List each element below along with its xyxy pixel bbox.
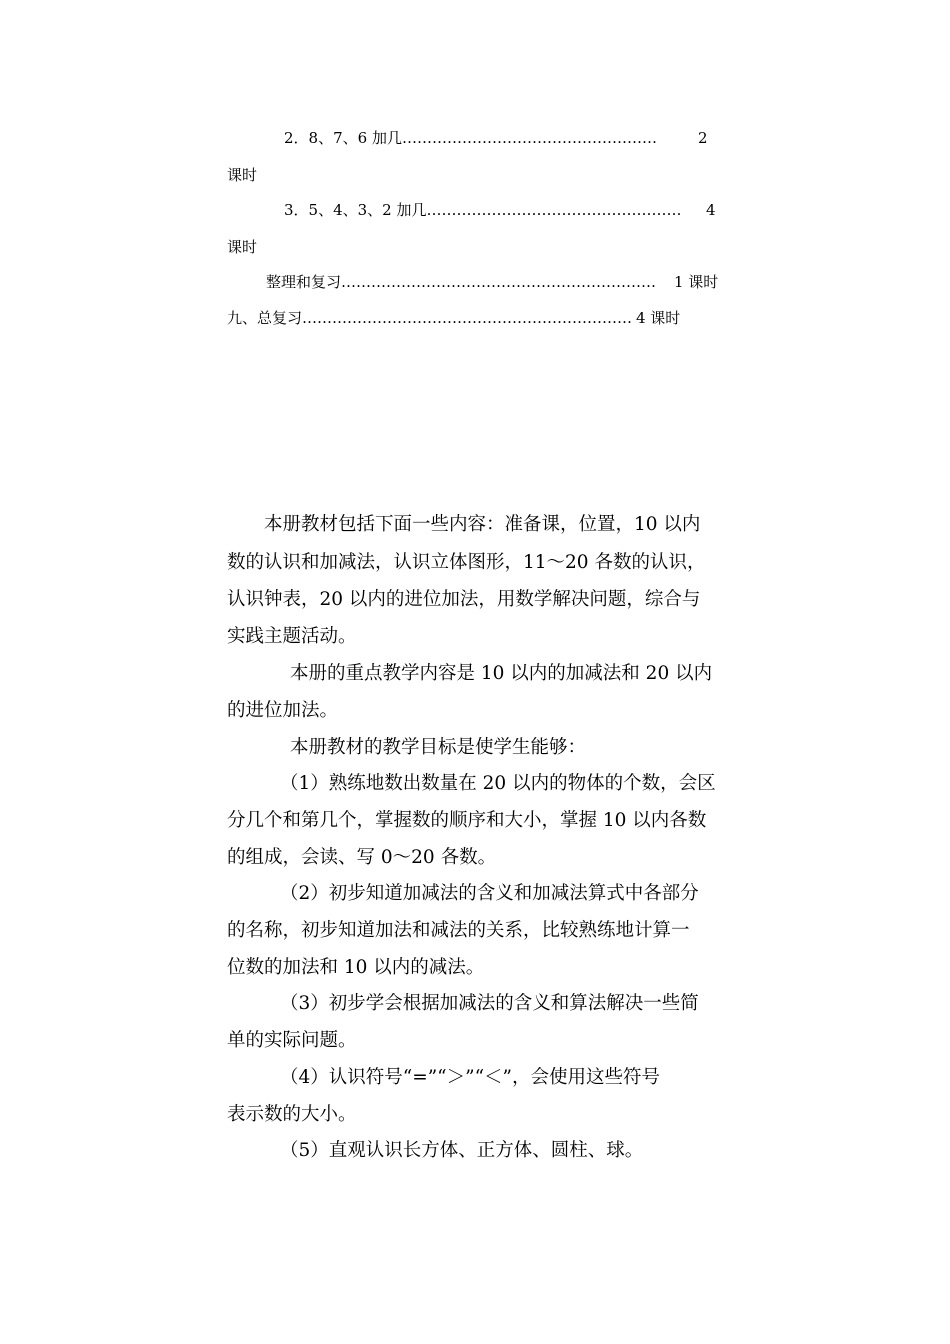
text-line: 分几个和第几个，掌握数的顺序和大小，掌握 10 以内各数 [227,810,707,831]
text-line: 位数的加法和 10 以内的减法。 [227,957,485,978]
text-line: 本册教材包括下面一些内容：准备课，位置，10 以内 [264,514,701,535]
toc-review [266,272,656,292]
toc-review-label: 整理和复习 [266,273,342,291]
text-line: 实践主题活动。 [227,626,357,647]
toc-review-leader: ……………………………………………………… [341,273,657,291]
text-line: 的名称，初步知道加法和减法的关系，比较熟练地计算一 [227,920,690,941]
text-line: 单的实际问题。 [227,1030,357,1051]
toc-final-label: 九、总复习 [227,309,303,327]
toc-review-hours: 1 课时 [674,273,719,291]
text-line: 的进位加法。 [227,700,339,721]
toc-item-2-hours: 2 [698,129,708,147]
toc-item-3-leader: …………………………………………… [426,201,682,219]
toc-final-leader: ………………………………………………………… [302,309,633,327]
goal-5: （5）直观认识长方体、正方体、圆柱、球。 [280,1140,644,1161]
toc-item-3 [284,200,682,220]
text-line: （1）熟练地数出数量在 20 以内的物体的个数，会区 [280,773,716,794]
toc-item-2 [284,128,657,148]
text-line: 认识钟表，20 以内的进位加法，用数学解决问题，综合与 [227,589,701,610]
toc-item-2-unit: 课时 [227,166,258,184]
paragraph-goals-intro: 本册教材的教学目标是使学生能够： [290,737,587,758]
text-line: （4）认识符号“=”“＞”“＜”，会使用这些符号 [280,1067,661,1088]
text-line: 表示数的大小。 [227,1104,357,1125]
text-line: 的组成，会读、写 0～20 各数。 [227,847,497,868]
toc-item-3-hours: 4 [706,201,716,219]
toc-item-2-label: 2．8、7、6 加几 [284,129,402,147]
text-line: （2）初步知道加减法的含义和加减法算式中各部分 [280,883,699,904]
text-line: （3）初步学会根据加减法的含义和算法解决一些简 [280,993,699,1014]
toc-item-3-label: 3．5、4、3、2 加几 [284,201,427,219]
text-line: 数的认识和加减法，认识立体图形，11～20 各数的认识， [227,552,706,573]
text-line: 本册的重点教学内容是 10 以内的加减法和 20 以内 [290,663,713,684]
toc-final [227,308,632,328]
toc-final-hours: 4 课时 [636,309,681,327]
toc-item-3-unit: 课时 [227,238,258,256]
toc-item-2-leader: …………………………………………… [401,129,657,147]
